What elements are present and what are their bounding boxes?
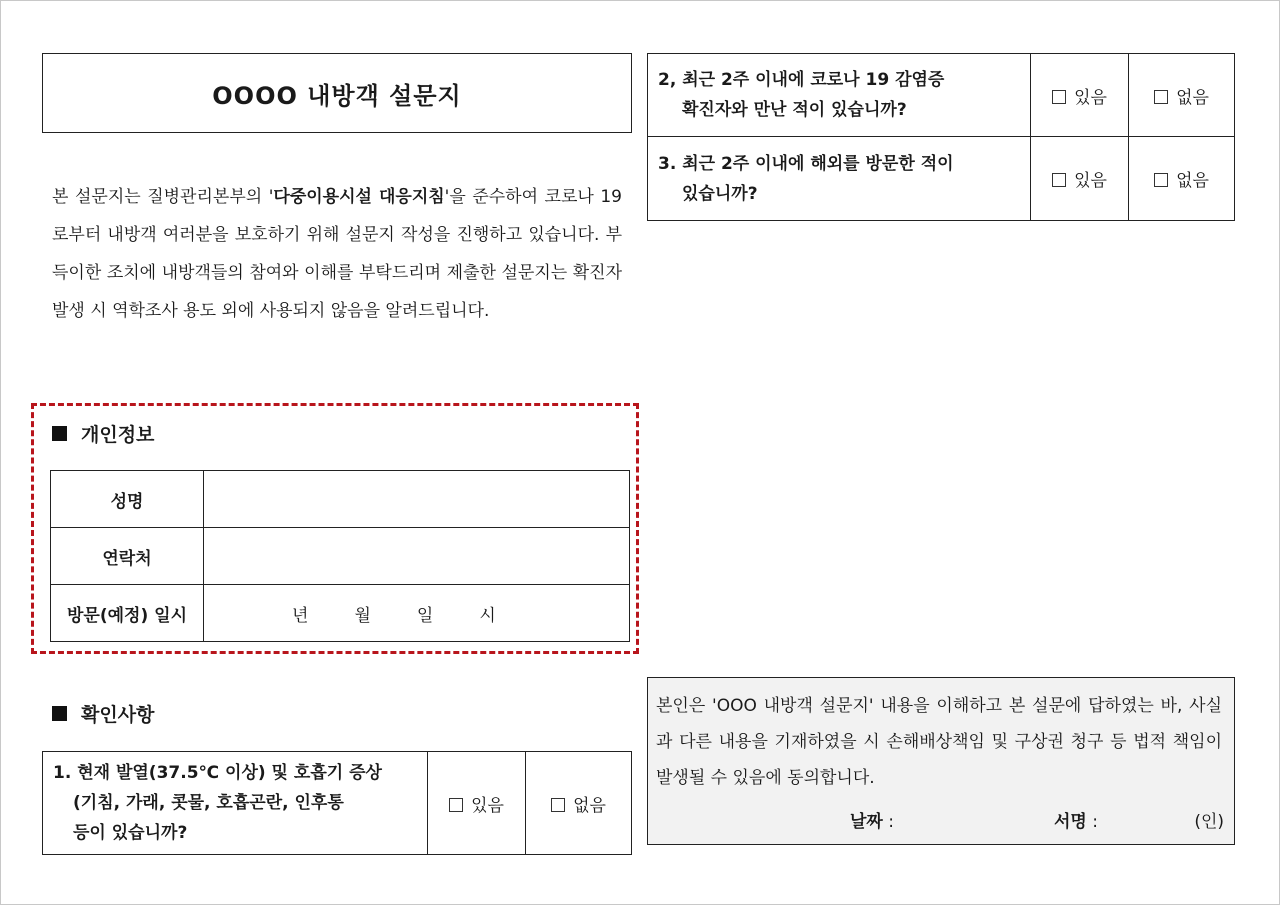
question-1-line-2: (기침, 가래, 콧물, 호흡곤란, 인후통 xyxy=(73,793,344,813)
contact-field[interactable] xyxy=(204,528,630,585)
yes-label: 있음 xyxy=(471,795,504,816)
contact-label: 연락처 xyxy=(51,528,204,585)
checkbox-icon[interactable] xyxy=(1052,173,1066,187)
personal-info-table xyxy=(50,470,630,642)
question-1-table xyxy=(42,751,632,855)
personal-info-heading-text: 개인정보 xyxy=(81,424,155,446)
intro-text-2: '을 준수하여 코로나 19로부터 내방객 여러분을 보호하기 위해 설문지 작성을 진행하고 있습니다. 부득이한 조치에 내방객들의 참여와 이해를 부탁드리며 제출한 설문지는 확진자 발생 시 역학조사 용도 외에 사용되지 않음을 알려드립니다. xyxy=(52,187,622,321)
question-1-text xyxy=(43,752,428,855)
survey-title-text: OOOO 내방객 설문지 xyxy=(212,81,462,110)
hour-unit: 시 xyxy=(479,605,496,626)
intro-text-1: 본 설문지는 질병관리본부의 ' xyxy=(52,187,274,207)
yes-label: 있음 xyxy=(1074,171,1107,191)
question-3-no-option[interactable] xyxy=(1129,137,1235,221)
confirm-heading xyxy=(52,700,154,727)
table-row xyxy=(51,585,630,642)
question-3-text xyxy=(648,137,1031,221)
signature-field[interactable] xyxy=(1054,804,1098,840)
date-field[interactable] xyxy=(850,804,894,840)
question-1-line-1: 1. 현재 발열(37.5℃ 이상) 및 호흡기 증상 xyxy=(53,763,382,783)
question-3-line-1: 3. 최근 2주 이내에 해외를 방문한 적이 xyxy=(658,153,954,174)
yes-label: 있음 xyxy=(1074,87,1107,108)
month-unit: 월 xyxy=(354,605,371,626)
question-2-line-2: 확진자와 만난 적이 있습니까? xyxy=(682,100,907,120)
name-label: 성명 xyxy=(51,471,204,528)
signature-row xyxy=(648,804,1234,834)
question-3-line-2: 있습니까? xyxy=(682,183,758,204)
no-label: 없음 xyxy=(1176,171,1209,191)
question-2-no-option[interactable] xyxy=(1129,54,1235,137)
square-bullet-icon xyxy=(52,706,67,721)
visit-datetime-label: 방문(예정) 일시 xyxy=(51,585,204,642)
intro-guideline-name: 다중이용시설 대응지침 xyxy=(273,187,445,207)
checkbox-icon[interactable] xyxy=(1052,90,1066,104)
question-1-line-3: 등이 있습니까? xyxy=(73,823,188,843)
table-row xyxy=(51,471,630,528)
questions-2-3-table xyxy=(647,53,1235,221)
checkbox-icon[interactable] xyxy=(1154,173,1168,187)
question-2-text xyxy=(648,54,1031,137)
seal-mark: (인) xyxy=(1194,812,1224,832)
date-label: 날짜 xyxy=(850,812,883,832)
agreement-box xyxy=(647,677,1235,845)
checkbox-icon[interactable] xyxy=(551,798,565,812)
personal-info-heading xyxy=(52,420,154,447)
survey-title xyxy=(42,53,632,133)
signature-label: 서명 xyxy=(1054,812,1087,832)
question-1-no-option[interactable] xyxy=(526,752,632,855)
no-label: 없음 xyxy=(573,795,606,816)
name-field[interactable] xyxy=(204,471,630,528)
question-2-yes-option[interactable] xyxy=(1031,54,1129,137)
question-2-line-1: 2, 최근 2주 이내에 코로나 19 감염증 xyxy=(658,70,945,90)
checkbox-icon[interactable] xyxy=(1154,90,1168,104)
day-unit: 일 xyxy=(416,605,434,626)
square-bullet-icon xyxy=(52,426,67,441)
no-label: 없음 xyxy=(1176,87,1209,108)
intro-paragraph xyxy=(52,178,622,330)
question-3-yes-option[interactable] xyxy=(1031,137,1129,221)
year-unit: 년 xyxy=(292,605,309,626)
agreement-text: 본인은 'OOO 내방객 설문지' 내용을 이해하고 본 설문에 답하였는 바, 사실과 다른 내용을 기재하였을 시 손해배상책임 및 구상권 청구 등 법적 책임이 발생될 수 있음에 동의합니다. xyxy=(656,696,1222,788)
visit-datetime-field[interactable] xyxy=(204,585,630,642)
table-row xyxy=(51,528,630,585)
signature-colon: : xyxy=(1092,812,1098,832)
confirm-heading-text: 확인사항 xyxy=(81,704,155,726)
question-1-yes-option[interactable] xyxy=(428,752,526,855)
checkbox-icon[interactable] xyxy=(449,798,463,812)
date-colon: : xyxy=(888,812,894,832)
